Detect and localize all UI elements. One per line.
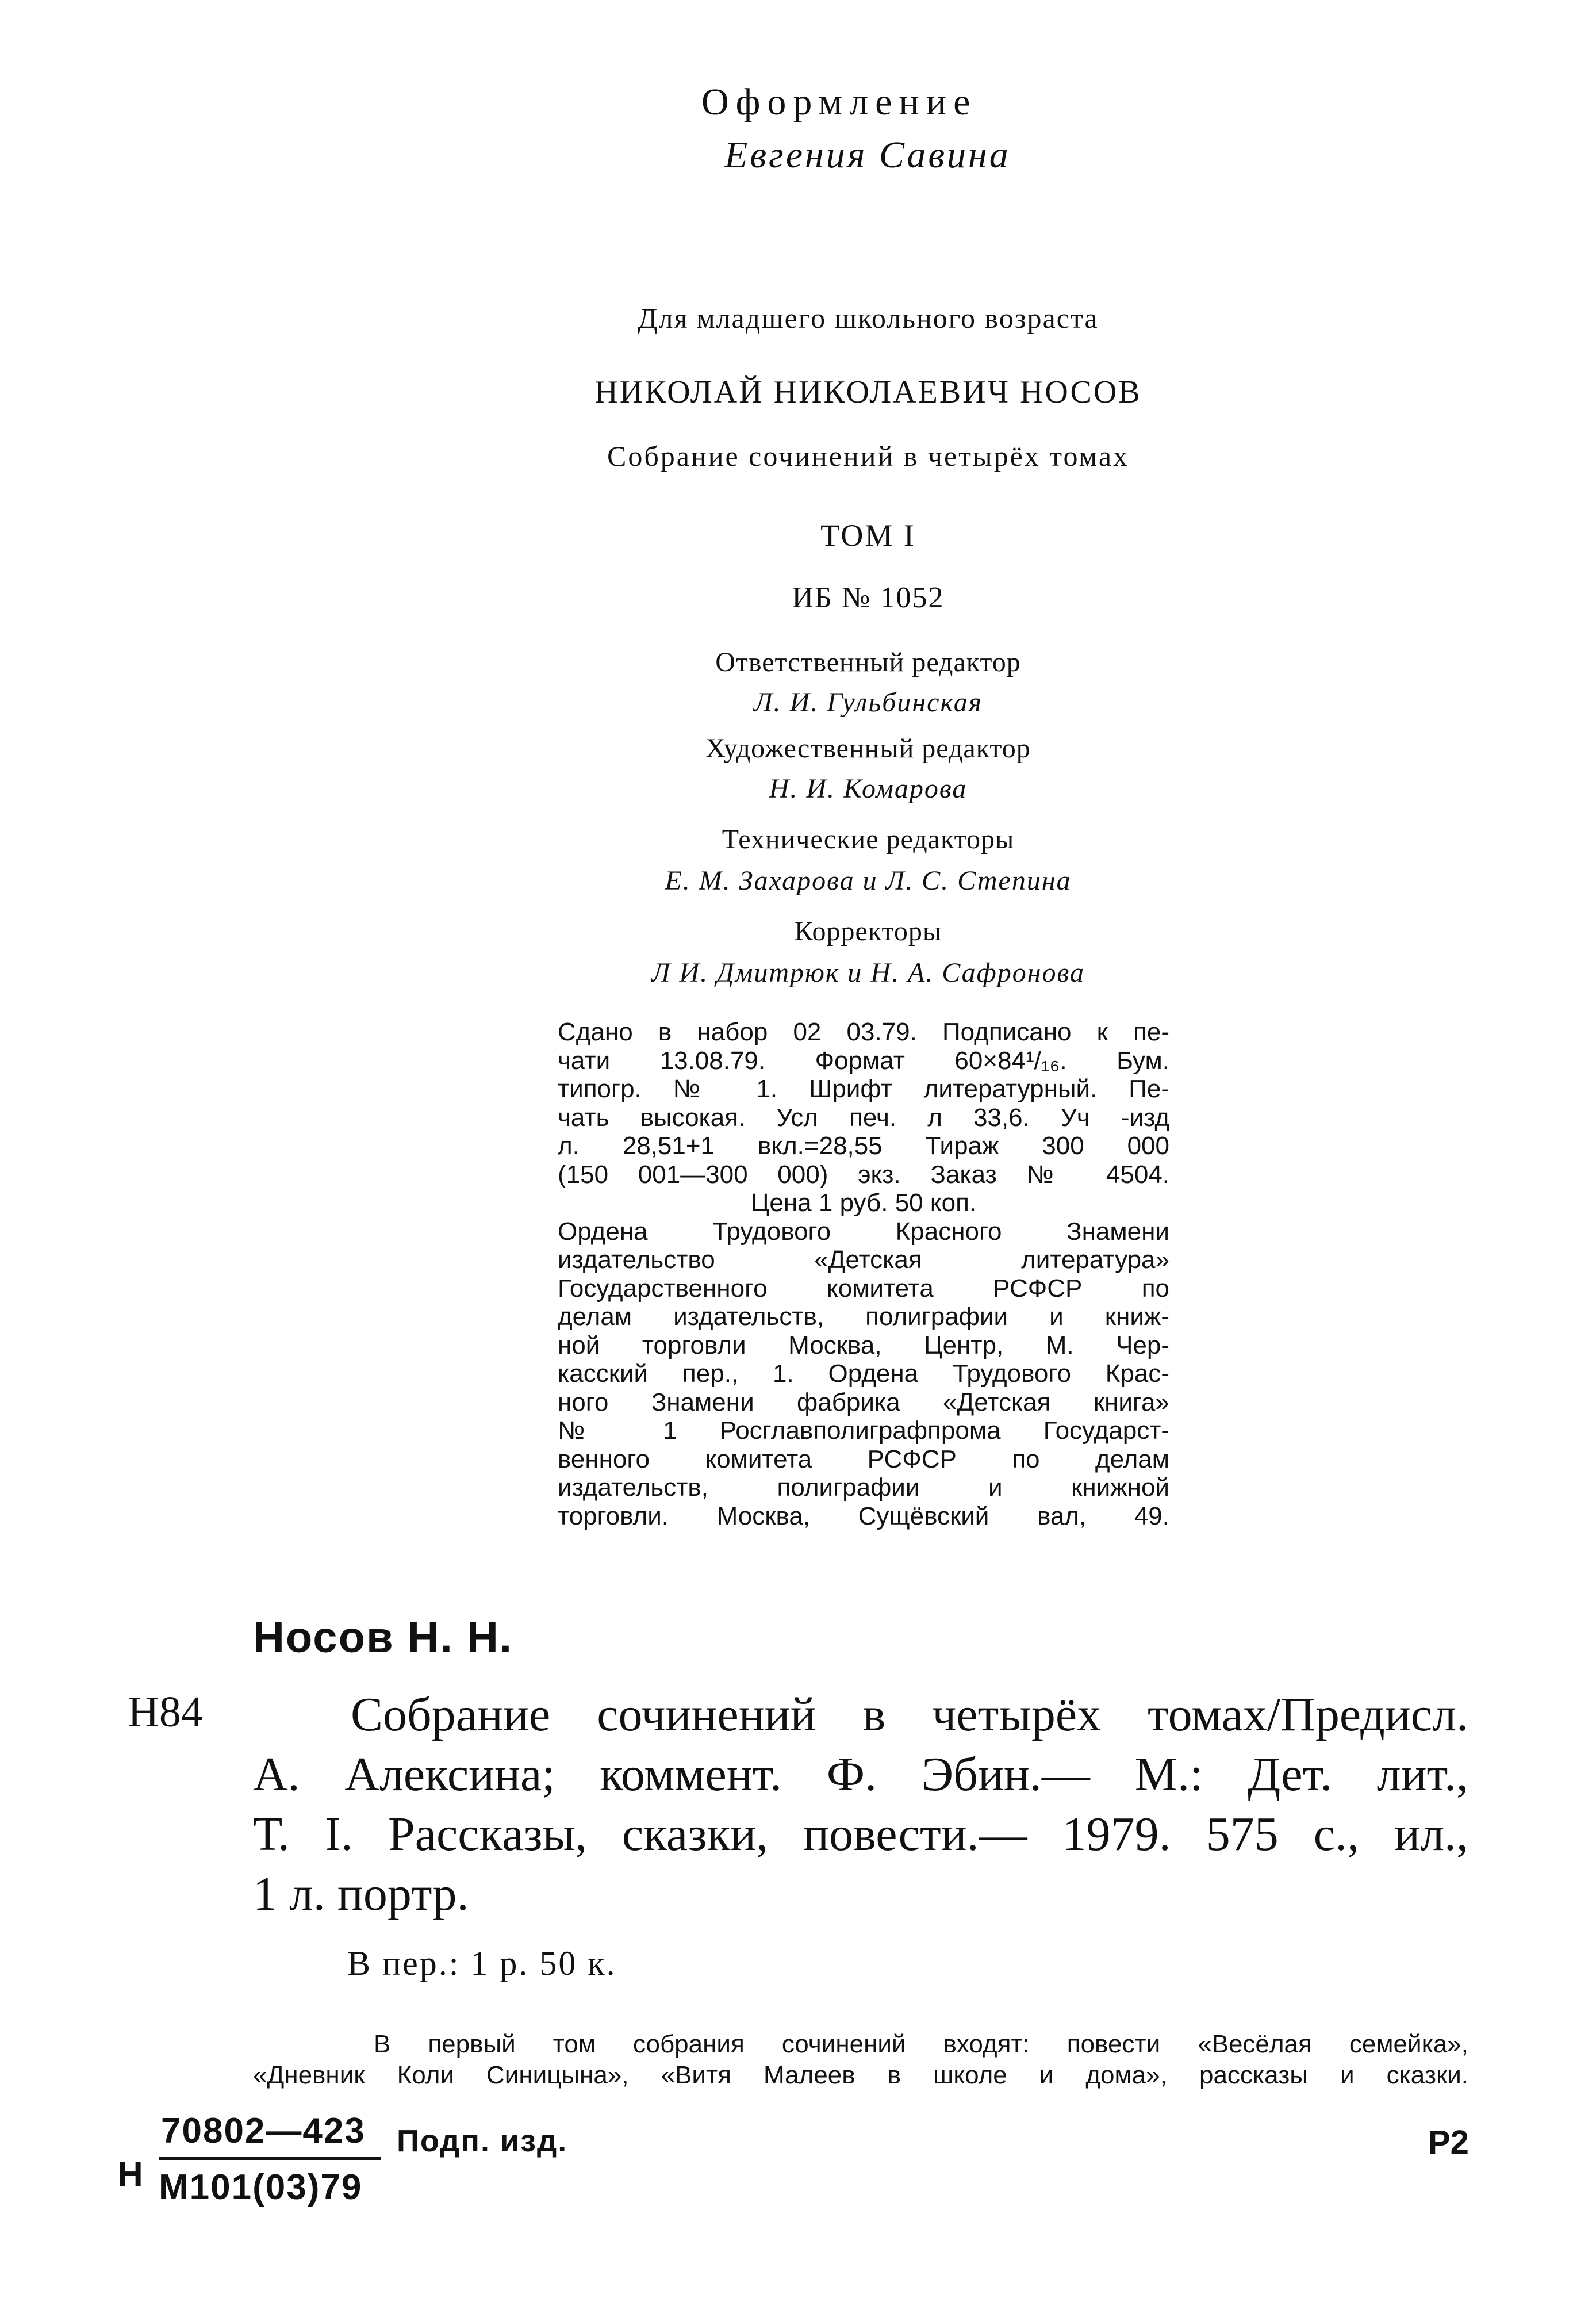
bib-description (253, 1685, 1468, 1924)
credit-role: Технические редакторы (722, 824, 1015, 855)
binding-price: В пер.: 1 р. 50 к. (347, 1944, 617, 1982)
bib-line: Т. I. Рассказы, сказки, повести.— 1979. 575 с., ил., (253, 1807, 1468, 1861)
age-group: Для младшего школьного возраста (638, 302, 1099, 334)
bib-line: А. Алексина; коммент. Ф. Эбин.— М.: Дет. лит., (253, 1748, 1468, 1801)
index-prefix: Н (117, 2155, 143, 2194)
fraction-bar (159, 2157, 381, 2160)
bib-line: 1 л. портр. (253, 1867, 469, 1921)
credit-person: Л И. Дмитрюк и Н. А. Сафронова (651, 957, 1085, 988)
printing-line: Государственного комитета РСФСР по (558, 1274, 1169, 1303)
credit-role: Корректоры (794, 916, 942, 947)
printing-line: ного Знамени фабрика «Детская книга» (558, 1388, 1169, 1416)
credit-role: Ответственный редактор (715, 647, 1021, 677)
volume-contents (253, 2029, 1468, 2091)
credit-role: Художественный редактор (705, 733, 1031, 764)
credit-person: Л. И. Гульбинская (753, 687, 983, 718)
bib-code: Н84 (128, 1688, 203, 1736)
printing-line: ной торговли Москва, Центр, М. Чер- (558, 1331, 1169, 1359)
index-denominator: М101(03)79 (159, 2167, 363, 2207)
printing-line: издательств, полиграфии и книжной (558, 1473, 1169, 1502)
credit-person: Е. М. Захарова и Л. С. Степина (665, 865, 1072, 896)
printing-line: делам издательств, полиграфии и книж- (558, 1303, 1169, 1331)
printing-line: чать высокая. Усл печ. л 33,6. Уч -изд (558, 1103, 1169, 1132)
printing-line: № 1 Росглавполиграфпрома Государст- (558, 1416, 1169, 1445)
collection-title: Собрание сочинений в четырёх томах (607, 440, 1130, 472)
credit-person: Н. И. Комарова (769, 773, 968, 804)
printing-line: касский пер., 1. Ордена Трудового Крас- (558, 1359, 1169, 1388)
subscription-note: Подп. изд. (397, 2124, 568, 2158)
printing-line: издательство «Детская литература» (558, 1246, 1169, 1274)
designer-name: Евгения Савина (724, 134, 1011, 176)
printing-line: типогр. № 1. Шрифт литературный. Пе- (558, 1075, 1169, 1103)
bib-line: Собрание сочинений в четырёх томах/Предисл. (351, 1688, 1468, 1741)
index-numerator: 70802—423 (161, 2111, 366, 2151)
design-label: Оформление (701, 81, 977, 123)
contents-line: В первый том собрания сочинений входят: повести «Весёлая семейка», (374, 2030, 1468, 2058)
printing-line: торговли. Москва, Сущёвский вал, 49. (558, 1502, 1169, 1530)
contents-line: «Дневник Коли Синицына», «Витя Малеев в школе и дома», рассказы и сказки. (253, 2061, 1468, 2089)
printing-line: Ордена Трудового Красного Знамени (558, 1217, 1169, 1246)
volume-number: ТОМ I (820, 518, 916, 553)
printing-line: Сдано в набор 02 03.79. Подписано к пе- (558, 1018, 1169, 1046)
ib-number: ИБ № 1052 (792, 581, 945, 614)
printing-info (558, 1018, 1169, 1530)
classification-code: Р2 (1428, 2124, 1469, 2161)
printing-line: (150 001—300 000) экз. Заказ № 4504. (558, 1160, 1169, 1189)
printing-line: чати 13.08.79. Формат 60×84¹/₁₆. Бум. (558, 1046, 1169, 1075)
bib-author: Носов Н. Н. (253, 1613, 513, 1662)
author-full-name: НИКОЛАЙ НИКОЛАЕВИЧ НОСОВ (594, 374, 1142, 410)
printing-line: л. 28,51+1 вкл.=28,55 Тираж 300 000 (558, 1132, 1169, 1160)
printing-price-line: Цена 1 руб. 50 коп. (750, 1189, 977, 1217)
printing-line: венного комитета РСФСР по делам (558, 1445, 1169, 1473)
